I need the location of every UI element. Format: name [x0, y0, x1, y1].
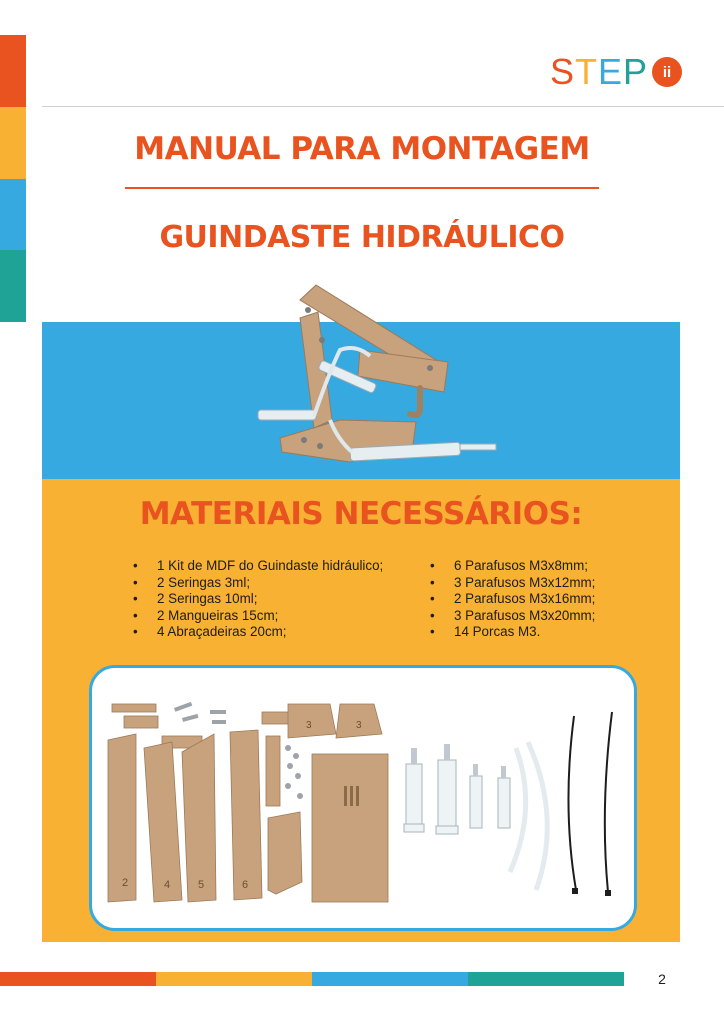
materials-list-right	[430, 558, 595, 641]
logo-letter-e: E	[598, 51, 624, 92]
list-item: • 2 Seringas 10ml;	[133, 591, 383, 608]
header-divider	[42, 106, 724, 107]
logo-letter-t: T	[575, 51, 599, 92]
list-item: • 2 Mangueiras 15cm;	[133, 608, 383, 625]
part-number: 3	[306, 720, 312, 731]
part-number: 4	[164, 879, 171, 891]
kit-parts-photo	[89, 665, 637, 931]
part-number: 2	[122, 877, 129, 889]
logo-badge-icon: ii	[652, 57, 682, 87]
page-title: MANUAL PARA MONTAGEM	[134, 131, 590, 167]
footer-color-bar-yellow	[156, 972, 312, 986]
footer-color-bar-orange	[0, 972, 156, 986]
footer-color-bar-blue	[312, 972, 468, 986]
materials-heading: MATERIAIS NECESSÁRIOS:	[139, 496, 583, 532]
list-item: • 2 Parafusos M3x16mm;	[430, 591, 595, 608]
materials-list-left	[133, 558, 383, 641]
list-item: • 3 Parafusos M3x12mm;	[430, 575, 595, 592]
list-item: • 14 Porcas M3.	[430, 624, 595, 641]
logo-letter-s: S	[550, 51, 576, 92]
logo-letter-p: P	[623, 51, 649, 92]
side-color-strip-orange	[0, 35, 26, 107]
part-number: 6	[242, 879, 249, 891]
list-item: • 4 Abraçadeiras 20cm;	[133, 624, 383, 641]
list-item: • 1 Kit de MDF do Guindaste hidráulico;	[133, 558, 383, 575]
page-subtitle: GUINDASTE HIDRÁULICO	[159, 220, 565, 255]
page-number: 2	[658, 971, 666, 987]
hero-blue-band	[42, 322, 680, 479]
kit-parts-illustration	[92, 668, 634, 928]
part-number: 5	[198, 879, 205, 891]
footer-color-bar-teal	[468, 972, 624, 986]
list-item: • 3 Parafusos M3x20mm;	[430, 608, 595, 625]
part-number: 3	[356, 720, 362, 731]
side-color-strip-teal	[0, 250, 26, 322]
title-divider	[125, 187, 599, 189]
list-item: • 2 Seringas 3ml;	[133, 575, 383, 592]
list-item: • 6 Parafusos M3x8mm;	[430, 558, 595, 575]
step-logo	[550, 52, 682, 92]
